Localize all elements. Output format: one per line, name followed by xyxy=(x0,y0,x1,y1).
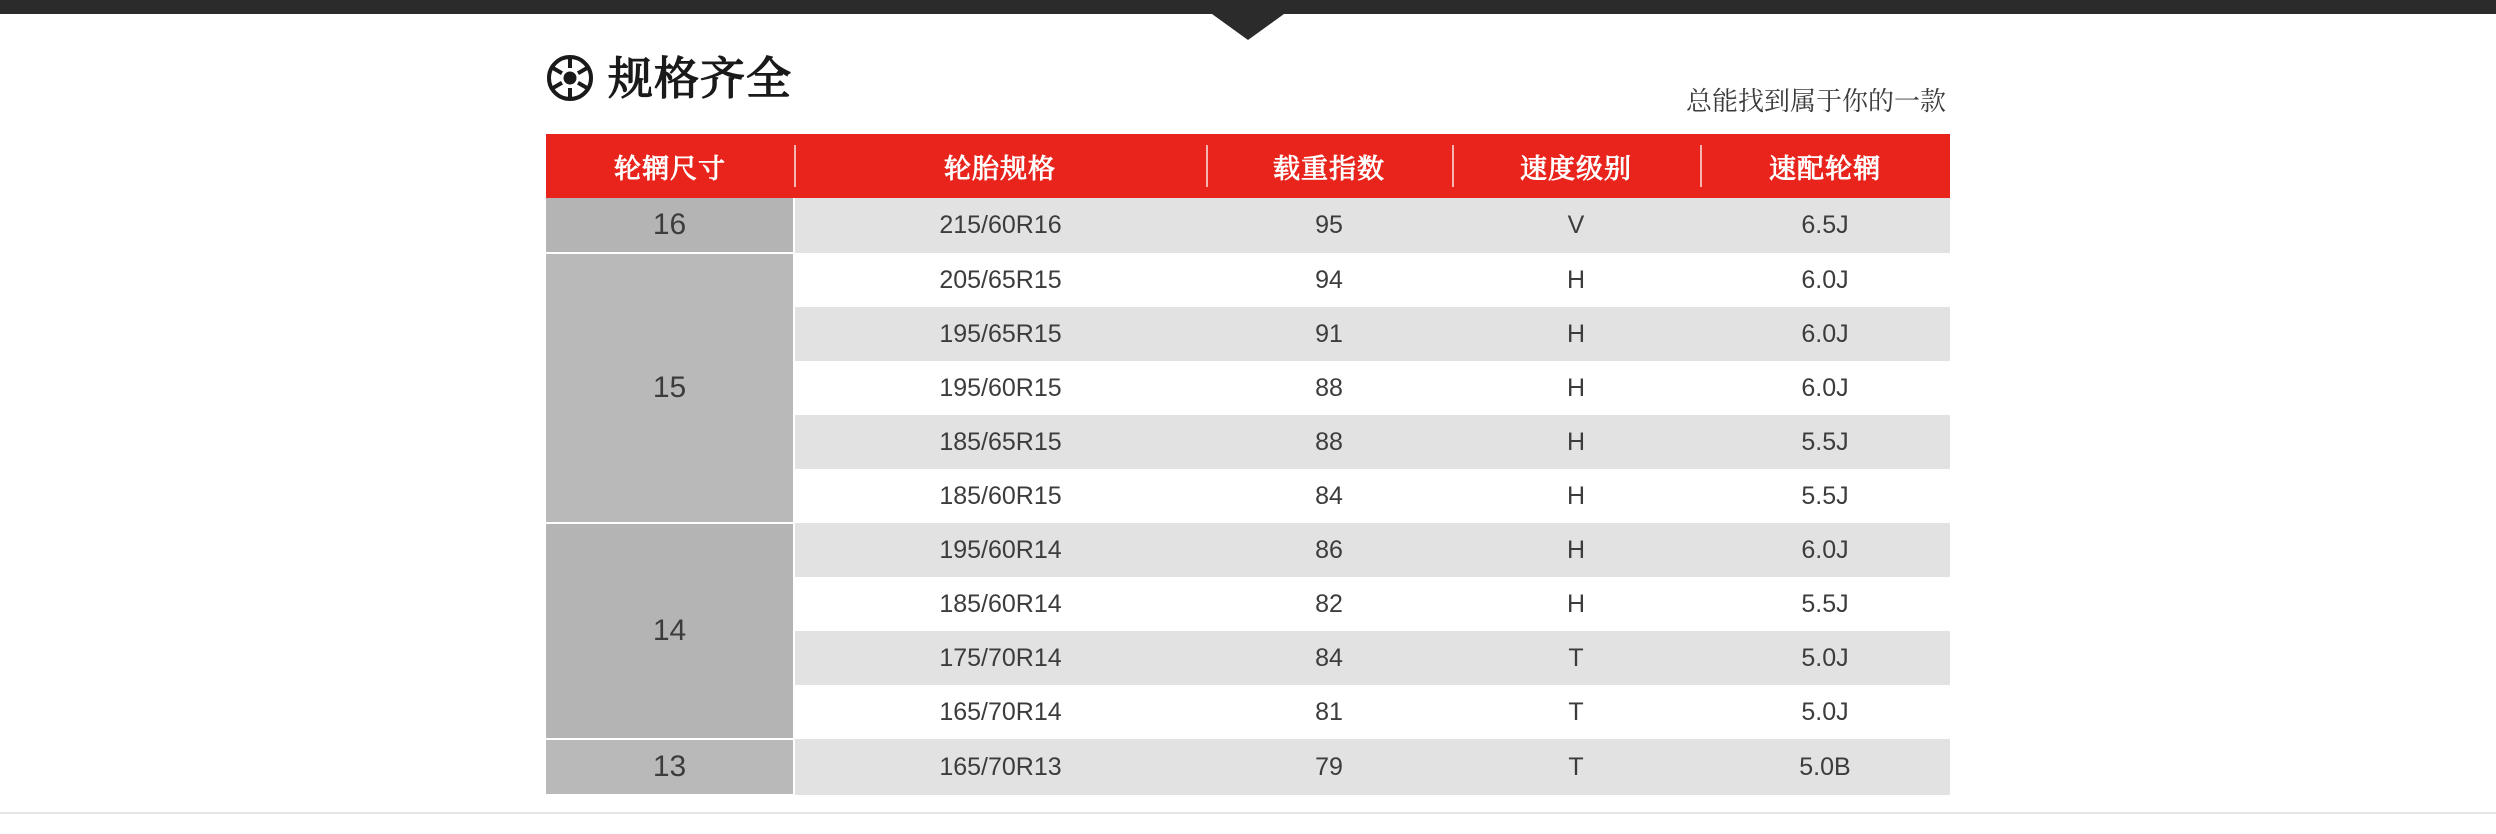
cell-matching-rim: 6.0J xyxy=(1700,307,1950,361)
cell-speed-rating: T xyxy=(1452,739,1700,795)
column-header-matching-rim: 速配轮辋 xyxy=(1700,134,1950,198)
cell-speed-rating: V xyxy=(1452,198,1700,253)
cell-tire-spec: 185/60R14 xyxy=(794,577,1206,631)
table-row xyxy=(546,523,1950,577)
heading-row xyxy=(546,54,1950,120)
cell-speed-rating: H xyxy=(1452,307,1700,361)
page-subtitle: 总能找到属于你的一款 xyxy=(1685,86,1946,116)
cell-speed-rating: H xyxy=(1452,415,1700,469)
cell-matching-rim: 6.0J xyxy=(1700,523,1950,577)
cell-tire-spec: 215/60R16 xyxy=(794,198,1206,253)
cell-matching-rim: 5.0J xyxy=(1700,631,1950,685)
cell-tire-spec: 195/65R15 xyxy=(794,307,1206,361)
column-header-speed-rating: 速度级别 xyxy=(1452,134,1700,198)
cell-tire-spec: 205/65R15 xyxy=(794,253,1206,307)
cell-load-index: 95 xyxy=(1206,198,1452,253)
cell-tire-spec: 175/70R14 xyxy=(794,631,1206,685)
cell-speed-rating: H xyxy=(1452,253,1700,307)
cell-matching-rim: 5.5J xyxy=(1700,577,1950,631)
column-header-load-index: 载重指数 xyxy=(1206,134,1452,198)
header-section xyxy=(546,54,1950,120)
cell-speed-rating: T xyxy=(1452,631,1700,685)
page-title: 规格齐全 xyxy=(608,52,793,104)
title-wrap xyxy=(546,54,792,102)
top-dark-bar xyxy=(0,0,2496,14)
cell-matching-rim: 6.0J xyxy=(1700,361,1950,415)
table-row xyxy=(546,253,1950,307)
cell-speed-rating: H xyxy=(1452,361,1700,415)
cell-rim-size: 15 xyxy=(546,253,794,523)
cell-speed-rating: H xyxy=(1452,469,1700,523)
table-row xyxy=(546,198,1950,253)
cell-load-index: 79 xyxy=(1206,739,1452,795)
cell-matching-rim: 5.0B xyxy=(1700,739,1950,795)
cell-load-index: 88 xyxy=(1206,415,1452,469)
cell-rim-size: 16 xyxy=(546,198,794,253)
cell-load-index: 84 xyxy=(1206,469,1452,523)
cell-matching-rim: 5.5J xyxy=(1700,469,1950,523)
cell-load-index: 91 xyxy=(1206,307,1452,361)
cell-load-index: 86 xyxy=(1206,523,1452,577)
table-body xyxy=(546,198,1950,795)
cell-tire-spec: 185/60R15 xyxy=(794,469,1206,523)
cell-load-index: 94 xyxy=(1206,253,1452,307)
cell-tire-spec: 165/70R14 xyxy=(794,685,1206,739)
top-bar-notch xyxy=(1212,14,1284,40)
bottom-divider xyxy=(0,812,2496,814)
cell-matching-rim: 5.0J xyxy=(1700,685,1950,739)
cell-matching-rim: 5.5J xyxy=(1700,415,1950,469)
cell-rim-size: 14 xyxy=(546,523,794,739)
cell-rim-size: 13 xyxy=(546,739,794,795)
cell-load-index: 82 xyxy=(1206,577,1452,631)
cell-speed-rating: H xyxy=(1452,577,1700,631)
cell-tire-spec: 195/60R14 xyxy=(794,523,1206,577)
cell-matching-rim: 6.5J xyxy=(1700,198,1950,253)
cell-matching-rim: 6.0J xyxy=(1700,253,1950,307)
cell-speed-rating: H xyxy=(1452,523,1700,577)
cell-tire-spec: 185/65R15 xyxy=(794,415,1206,469)
column-header-rim-size: 轮辋尺寸 xyxy=(546,134,794,198)
tire-spec-table xyxy=(546,134,1951,796)
table-header xyxy=(546,134,1950,198)
cell-load-index: 84 xyxy=(1206,631,1452,685)
cell-speed-rating: T xyxy=(1452,685,1700,739)
cell-tire-spec: 195/60R15 xyxy=(794,361,1206,415)
cell-load-index: 81 xyxy=(1206,685,1452,739)
cell-tire-spec: 165/70R13 xyxy=(794,739,1206,795)
table-header-row xyxy=(546,134,1950,198)
cell-load-index: 88 xyxy=(1206,361,1452,415)
wheel-icon xyxy=(546,54,594,102)
table-row xyxy=(546,739,1950,795)
column-header-tire-spec: 轮胎规格 xyxy=(794,134,1206,198)
